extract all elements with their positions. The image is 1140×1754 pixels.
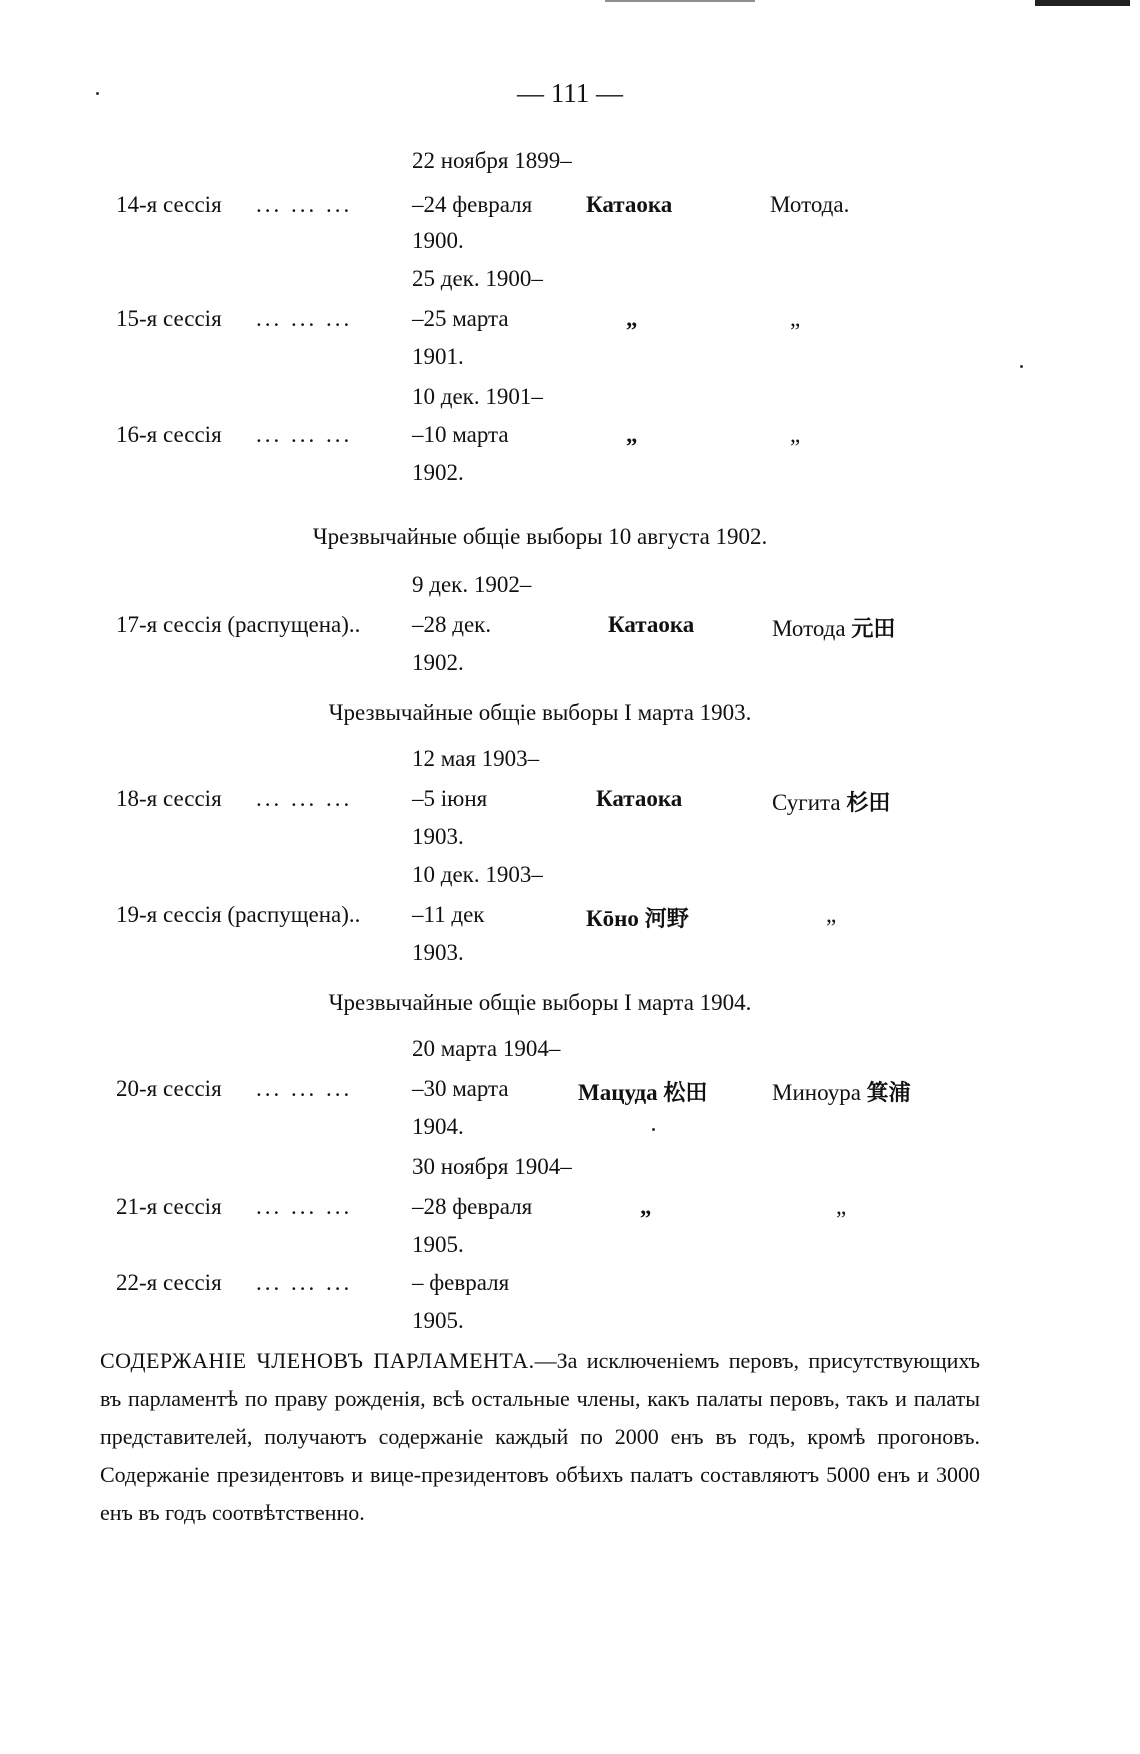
session-row-21 <box>0 1194 1140 1230</box>
salary-paragraph <box>100 1342 980 1532</box>
president-name-text: Мацуда <box>578 1080 658 1105</box>
paragraph-text: —За исключеніемъ перовъ, присутствующихъ въ парламентѣ по праву рожденія, всѣ остальные члены, какъ палаты перовъ, такъ и палаты представителей, получаютъ содержаніе каждый по 2000 енъ въ годъ, кромѣ прогоновъ. Содержаніе президентовъ и вице-президентовъ обѣихъ палатъ составляютъ 5000 енъ и 3000 енъ въ годъ соотвѣтственно. <box>100 1348 980 1525</box>
session-row-15 <box>0 306 1140 342</box>
leader-dots: ... ... ... <box>256 422 353 447</box>
vice-president-name-text: Мотода <box>772 616 846 641</box>
session-date-end: –10 марта <box>412 422 509 447</box>
session-date-start: 10 дек. 1903– <box>412 862 543 887</box>
leader-dots: ... ... ... <box>256 1076 353 1101</box>
session-label: 17-я сессія (распущена).. <box>116 612 361 637</box>
president-name: Катаока <box>586 192 673 217</box>
session-year: 1900. <box>412 228 464 253</box>
session-date-end: –5 іюня <box>412 786 488 811</box>
session-date-end: – февраля <box>412 1270 510 1295</box>
vice-president-kanji: 杉田 <box>846 791 891 816</box>
session-date-start: 25 дек. 1900– <box>412 266 543 291</box>
session-year: 1905. <box>412 1232 464 1257</box>
paragraph-lead: СОДЕРЖАНІЕ ЧЛЕНОВЪ ПАРЛАМЕНТА. <box>100 1348 535 1373</box>
leader-dots: ... ... ... <box>256 1270 353 1295</box>
scan-mark <box>605 0 755 2</box>
session-label: 16-я сессія <box>116 422 222 447</box>
vice-president-kanji: 元田 <box>851 617 896 642</box>
session-year: 1901. <box>412 344 464 369</box>
session-date-start: 22 ноября 1899– <box>412 148 572 173</box>
session-date-start: 30 ноября 1904– <box>412 1154 572 1179</box>
session-label: 14-я сессія <box>116 192 222 217</box>
president-name: Катаока <box>596 786 683 811</box>
session-label: 19-я сессія (распущена).. <box>116 902 361 927</box>
session-row-14 <box>0 192 1140 228</box>
session-date-end: –28 дек. <box>412 612 492 637</box>
session-row-16 <box>0 422 1140 458</box>
session-year: 1902. <box>412 650 464 675</box>
vice-president-ditto: „ <box>790 306 801 331</box>
vice-president-name <box>772 786 890 817</box>
vice-president-ditto: „ <box>826 902 837 927</box>
session-date-start: 10 дек. 1901– <box>412 384 543 409</box>
session-date-start: 9 дек. 1902– <box>412 572 532 597</box>
session-label: 22-я сессія <box>116 1270 222 1295</box>
president-name <box>578 1076 707 1107</box>
vice-president-name: Мотода. <box>770 192 850 217</box>
session-date-end: –25 марта <box>412 306 509 331</box>
president-kanji: 松田 <box>663 1081 708 1106</box>
president-ditto: „ <box>626 422 638 447</box>
session-year: 1903. <box>412 940 464 965</box>
session-year: 1904. <box>412 1114 464 1139</box>
vice-president-name-text: Сугита <box>772 790 841 815</box>
session-row-19 <box>0 902 1140 938</box>
session-date-end: –28 февраля <box>412 1194 533 1219</box>
session-row-17 <box>0 612 1140 648</box>
vice-president-name <box>772 612 895 643</box>
president-name-text: Кōно <box>586 906 639 931</box>
session-date-end: –24 февраля <box>412 192 533 217</box>
president-name <box>586 902 689 933</box>
president-ditto: „ <box>626 306 638 331</box>
page-number: — 111 — <box>517 78 623 108</box>
leader-dots: ... ... ... <box>256 1194 353 1219</box>
president-name: Катаока <box>608 612 695 637</box>
vice-president-ditto: „ <box>836 1194 847 1219</box>
election-heading: Чрезвычайные общіе выборы 10 августа 1902. <box>312 524 768 549</box>
vice-president-kanji: 箕浦 <box>866 1081 911 1106</box>
session-year: 1903. <box>412 824 464 849</box>
election-heading: Чрезвычайные общіе выборы I марта 1904. <box>328 990 752 1015</box>
vice-president-name <box>772 1076 911 1107</box>
vice-president-ditto: „ <box>790 422 801 447</box>
session-date-start: 20 марта 1904– <box>412 1036 561 1061</box>
session-year: 1905. <box>412 1308 464 1333</box>
session-date-end: –30 марта <box>412 1076 509 1101</box>
scan-mark <box>1035 0 1130 6</box>
leader-dots: ... ... ... <box>256 306 353 331</box>
session-label: 20-я сессія <box>116 1076 222 1101</box>
president-kanji: 河野 <box>644 907 689 932</box>
session-date-start: 12 мая 1903– <box>412 746 540 771</box>
session-row-18 <box>0 786 1140 822</box>
vice-president-name-text: Миноура <box>772 1080 861 1105</box>
session-label: 15-я сессія <box>116 306 222 331</box>
election-heading: Чрезвычайные общіе выборы I марта 1903. <box>328 700 752 725</box>
leader-dots: ... ... ... <box>256 192 353 217</box>
session-row-20 <box>0 1076 1140 1112</box>
session-label: 21-я сессія <box>116 1194 222 1219</box>
session-year: 1902. <box>412 460 464 485</box>
leader-dots: ... ... ... <box>256 786 353 811</box>
session-row-22 <box>0 1270 1140 1306</box>
session-label: 18-я сессія <box>116 786 222 811</box>
session-date-end: –11 дек <box>412 902 485 927</box>
president-ditto: „ <box>640 1194 652 1219</box>
